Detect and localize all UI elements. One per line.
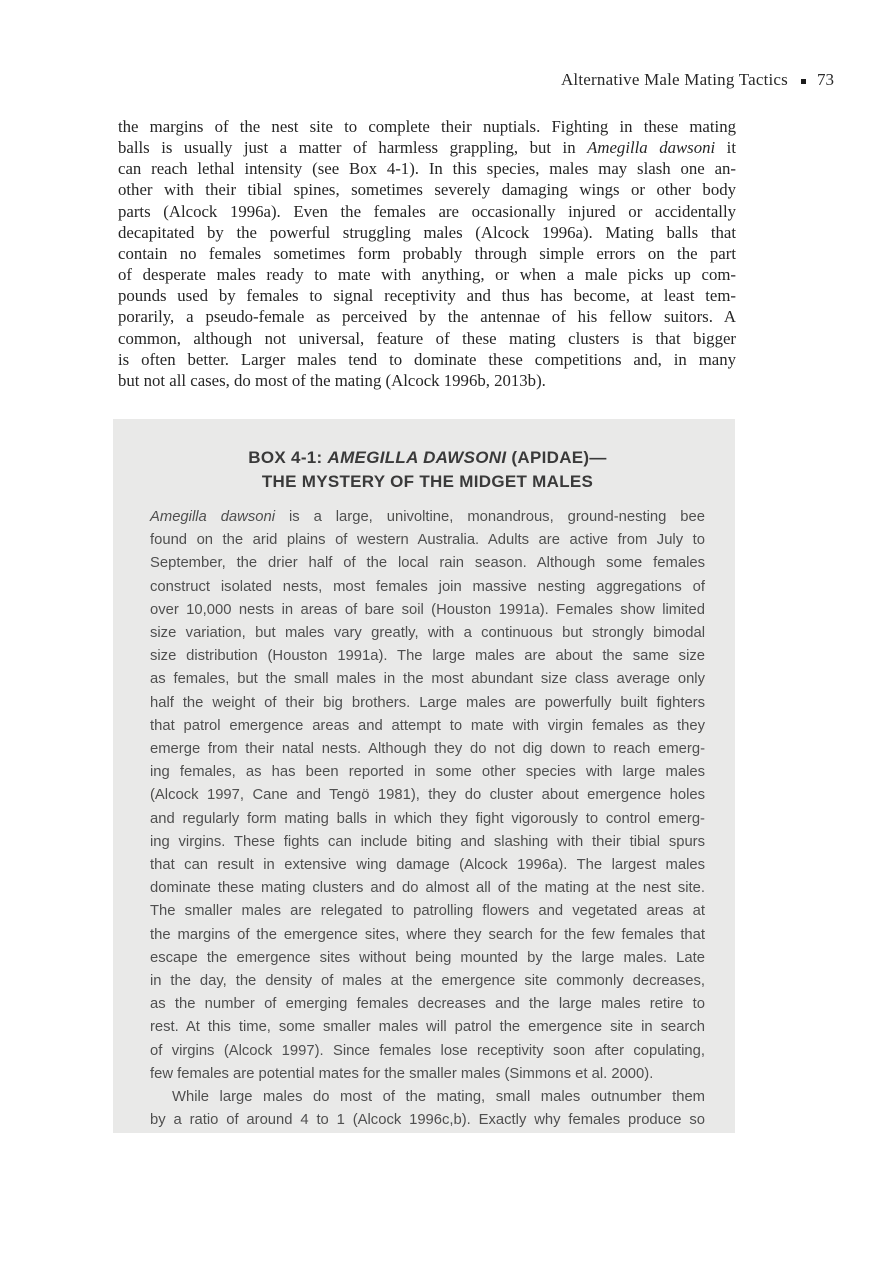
intro-paragraph: [118, 116, 736, 391]
box-paragraph-2: [150, 1086, 705, 1132]
text-line: porarily, a pseudo-female as perceived by the antennae of his fellow suitors. A: [118, 307, 736, 327]
text-line: size variation, but males vary greatly, with a continuous but strongly bimodal: [150, 625, 705, 642]
bullet-square-icon: [801, 79, 806, 84]
text-line: can reach lethal intensity (see Box 4-1). In this species, males may slash one an-: [118, 159, 736, 179]
text-line: of virgins (Alcock 1997). Since females lose receptivity soon after copulating,: [150, 1042, 705, 1059]
text-line: parts (Alcock 1996a). Even the females are occasionally injured or accidentally: [118, 201, 736, 221]
text-line: ing virgins. These fights can include biting and slashing with their tibial spurs: [150, 833, 705, 850]
running-header-title: Alternative Male Mating Tactics: [560, 70, 788, 89]
text-line: other with their tibial spines, sometimes severely damaging wings or other body: [118, 180, 736, 200]
text-line: as females, but the small males in the most abundant size class average only: [150, 671, 705, 688]
text-line: decapitated by the powerful struggling males (Alcock 1996a). Mating balls that: [118, 222, 736, 242]
text-line: is often better. Larger males tend to dominate these competitions and, in many: [118, 349, 736, 369]
text-line: pounds used by females to signal receptivity and thus has become, at least tem-: [118, 286, 736, 306]
text-line: that can result in extensive wing damage (Alcock 1996a). The largest males: [150, 857, 705, 874]
box-paragraph-1: [150, 506, 705, 1086]
text-line: dominate these mating clusters and do almost all of the mating at the nest site.: [150, 880, 705, 897]
text-line: THE MYSTERY OF THE MIDGET MALES: [261, 472, 594, 491]
text-line: emerge from their natal nests. Although they do not dig down to reach emerg-: [150, 741, 705, 758]
text-line: While large males do most of the mating, small males outnumber them: [172, 1089, 705, 1106]
text-line: found on the arid plains of western Australia. Adults are active from July to: [150, 532, 705, 549]
text-line: Amegilla dawsoni is a large, univoltine, monandrous, ground-nesting bee: [150, 509, 706, 525]
text-line: BOX 4-1: AMEGILLA DAWSONI (APIDAE)—: [248, 448, 607, 467]
box-title: [150, 446, 705, 494]
text-line: over 10,000 nests in areas of bare soil (Houston 1991a). Females show limited: [150, 601, 705, 618]
text-line: few females are potential mates for the smaller males (Simmons et al. 2000).: [150, 1065, 654, 1082]
text-line: construct isolated nests, most females join massive nesting aggregations of: [150, 578, 705, 595]
box-body: [150, 506, 705, 1132]
text-line: September, the drier half of the local rain season. Although some females: [150, 555, 705, 572]
text-line: escape the emergence sites without being mounted by the large males. Late: [150, 949, 705, 966]
box-4-1: [113, 419, 735, 1133]
text-line: by a ratio of around 4 to 1 (Alcock 1996c,b). Exactly why females produce so: [150, 1112, 705, 1129]
text-line: the margins of the emergence sites, where they search for the few females that: [150, 926, 705, 943]
text-line: and regularly form mating balls in which they fight vigorously to control emerg-: [150, 810, 705, 827]
text-line: ing females, as has been reported in some other species with large males: [150, 764, 705, 781]
text-line: that patrol emergence areas and attempt to mate with virgin females as they: [150, 717, 705, 734]
text-line: as the number of emerging females decreases and the large males retire to: [150, 996, 705, 1013]
text-line: rest. At this time, some smaller males will patrol the emergence site in search: [150, 1019, 705, 1036]
text-line: (Alcock 1997, Cane and Tengö 1981), they do cluster about emergence holes: [150, 787, 705, 804]
text-line: the margins of the nest site to complete their nuptials. Fighting in these mating: [118, 117, 736, 136]
text-line: balls is usually just a matter of harmless grappling, but in Amegilla dawsoni it: [118, 138, 736, 158]
page-number: 73: [817, 70, 834, 89]
text-line: of desperate males ready to mate with anything, or when a male picks up com-: [118, 265, 736, 285]
running-header: [561, 70, 834, 90]
text-line: half the weight of their big brothers. Large males are powerfully built fighters: [150, 694, 705, 711]
text-line: but not all cases, do most of the mating (Alcock 1996b, 2013b).: [118, 370, 546, 390]
text-line: common, although not universal, feature of these mating clusters is that bigger: [118, 328, 736, 348]
text-line: contain no females sometimes form probably through simple errors on the part: [118, 243, 736, 263]
text-line: size distribution (Houston 1991a). The large males are about the same size: [150, 648, 705, 665]
text-line: The smaller males are relegated to patrolling flowers and vegetated areas at: [150, 903, 705, 920]
text-line: in the day, the density of males at the emergence site commonly decreases,: [150, 973, 705, 990]
